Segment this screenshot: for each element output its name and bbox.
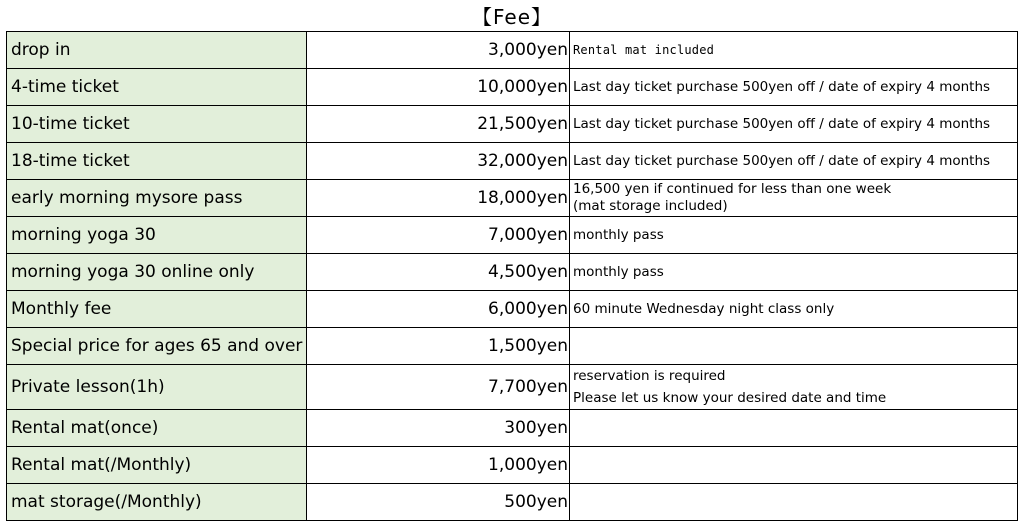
fee-note-line: reservation is required [573, 367, 726, 384]
fee-price: 7,000yen [307, 217, 570, 254]
table-row [7, 447, 1018, 484]
fee-note-line: Last day ticket purchase 500yen off / date of expiry 4 months [573, 78, 991, 95]
fee-price: 3,000yen [307, 32, 570, 69]
table-row [7, 69, 1018, 106]
fee-name: 18-time ticket [7, 143, 307, 180]
table-row [7, 106, 1018, 143]
page-title: 【Fee】 [471, 5, 553, 29]
fee-price: 6,000yen [307, 291, 570, 328]
table-row [7, 328, 1018, 365]
fee-note [570, 484, 1018, 521]
fee-name: Rental mat(once) [7, 410, 307, 447]
table-row [7, 143, 1018, 180]
fee-note [570, 180, 1018, 217]
table-row [7, 484, 1018, 521]
fee-note-line: monthly pass [573, 263, 664, 280]
table-row [7, 254, 1018, 291]
fee-note [570, 254, 1018, 291]
fee-note-line: Rental mat included [573, 42, 715, 57]
table-row [7, 365, 1018, 410]
table-row [7, 291, 1018, 328]
fee-price: 10,000yen [307, 69, 570, 106]
fee-name: morning yoga 30 [7, 217, 307, 254]
table-row [7, 180, 1018, 217]
fee-table [6, 31, 1018, 521]
fee-name: early morning mysore pass [7, 180, 307, 217]
table-row [7, 32, 1018, 69]
fee-note-line: (mat storage included) [573, 198, 728, 214]
fee-price: 18,000yen [307, 180, 570, 217]
fee-note [570, 365, 1018, 410]
fee-price: 4,500yen [307, 254, 570, 291]
fee-price: 1,500yen [307, 328, 570, 365]
fee-name: Monthly fee [7, 291, 307, 328]
fee-note [570, 106, 1018, 143]
fee-note [570, 291, 1018, 328]
fee-note-line: 60 minute Wednesday night class only [573, 300, 835, 317]
fee-name: 10-time ticket [7, 106, 307, 143]
fee-name: Private lesson(1h) [7, 365, 307, 410]
fee-note-line: Last day ticket purchase 500yen off / date of expiry 4 months [573, 152, 991, 169]
fee-note [570, 217, 1018, 254]
fee-name: morning yoga 30 online only [7, 254, 307, 291]
fee-note-line: Please let us know your desired date and time [573, 389, 887, 406]
fee-price: 7,700yen [307, 365, 570, 410]
fee-name: drop in [7, 32, 307, 69]
fee-note [570, 143, 1018, 180]
fee-note [570, 447, 1018, 484]
fee-note [570, 328, 1018, 365]
fee-name: Rental mat(/Monthly) [7, 447, 307, 484]
fee-price: 32,000yen [307, 143, 570, 180]
fee-note [570, 32, 1018, 69]
fee-note-line: 16,500 yen if continued for less than one week [573, 181, 892, 197]
fee-note [570, 410, 1018, 447]
fee-name: Special price for ages 65 and over [7, 328, 307, 365]
fee-name: mat storage(/Monthly) [7, 484, 307, 521]
fee-price: 500yen [307, 484, 570, 521]
fee-name: 4-time ticket [7, 69, 307, 106]
fee-price: 21,500yen [307, 106, 570, 143]
fee-note [570, 69, 1018, 106]
fee-price: 300yen [307, 410, 570, 447]
fee-price: 1,000yen [307, 447, 570, 484]
fee-note-line: Last day ticket purchase 500yen off / date of expiry 4 months [573, 115, 991, 132]
table-row [7, 217, 1018, 254]
table-row [7, 410, 1018, 447]
fee-note-line: monthly pass [573, 226, 664, 243]
